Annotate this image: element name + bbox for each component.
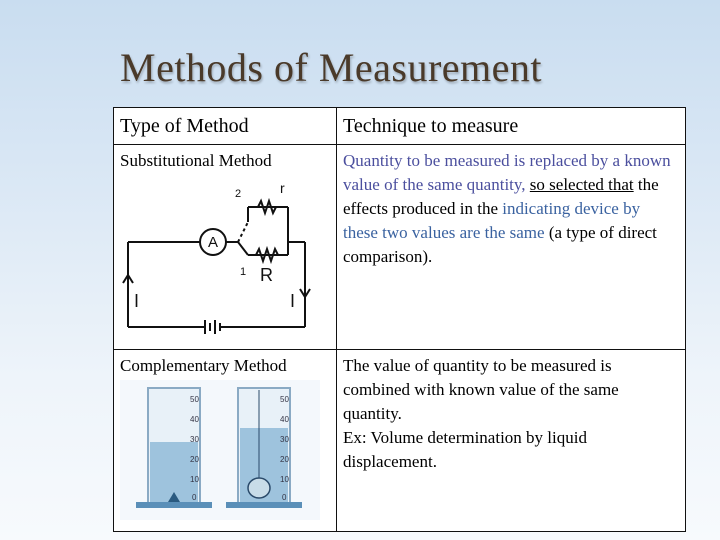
technique-line-2: Ex: Volume determination by liquid displacement.	[343, 428, 587, 471]
tick-label: 10	[190, 475, 199, 484]
table-row-substitutional	[114, 145, 686, 350]
tick-label: 50	[190, 395, 199, 404]
switch-1-label: 1	[240, 266, 247, 278]
table-header-row	[114, 108, 686, 145]
technique-text-f: (a type of direct comparison).	[343, 223, 657, 266]
tick-label: 30	[280, 435, 289, 444]
R-label: R	[260, 265, 273, 285]
complementary-cell	[114, 350, 337, 532]
tick-label: 40	[280, 415, 289, 424]
technique-text-d: the effects produced in the	[343, 175, 659, 218]
tick-label: 0	[282, 493, 287, 502]
slide-title: Methods of Measurement	[120, 45, 543, 90]
technique-text-c: so selected that	[529, 175, 634, 194]
measuring-cylinders-image	[120, 380, 320, 520]
I-left-label: I	[134, 291, 140, 311]
ammeter-label: A	[208, 234, 219, 251]
tick-label: 30	[190, 435, 199, 444]
tick-label: 20	[190, 455, 199, 464]
substitutional-cell	[114, 145, 337, 350]
tick-label: 10	[280, 475, 289, 484]
complementary-technique	[337, 350, 686, 532]
I-right-label: I	[290, 291, 296, 311]
tick-label: 0	[192, 493, 197, 502]
table-row-complementary	[114, 350, 686, 532]
tick-label: 20	[280, 455, 289, 464]
methods-table	[113, 107, 686, 532]
method-name: Substitutional Method	[120, 151, 272, 170]
technique-line-1: The value of quantity to be measured is combined with known value of the same quantity.	[343, 356, 619, 423]
tick-label: 50	[280, 395, 289, 404]
substitutional-technique	[337, 145, 686, 350]
method-name: Complementary Method	[120, 356, 287, 375]
tick-label: 40	[190, 415, 199, 424]
r-label: r	[280, 180, 285, 196]
technique-text-e: indicating device by these two values are the same	[343, 199, 641, 242]
technique-text-a: Quantity to be measured is replaced by a known value of the same quantity,	[343, 151, 671, 194]
header-technique: Technique to measure	[337, 108, 686, 145]
switch-2-label: 2	[235, 188, 242, 200]
header-type-of-method: Type of Method	[114, 108, 337, 145]
circuit-diagram	[120, 177, 320, 337]
